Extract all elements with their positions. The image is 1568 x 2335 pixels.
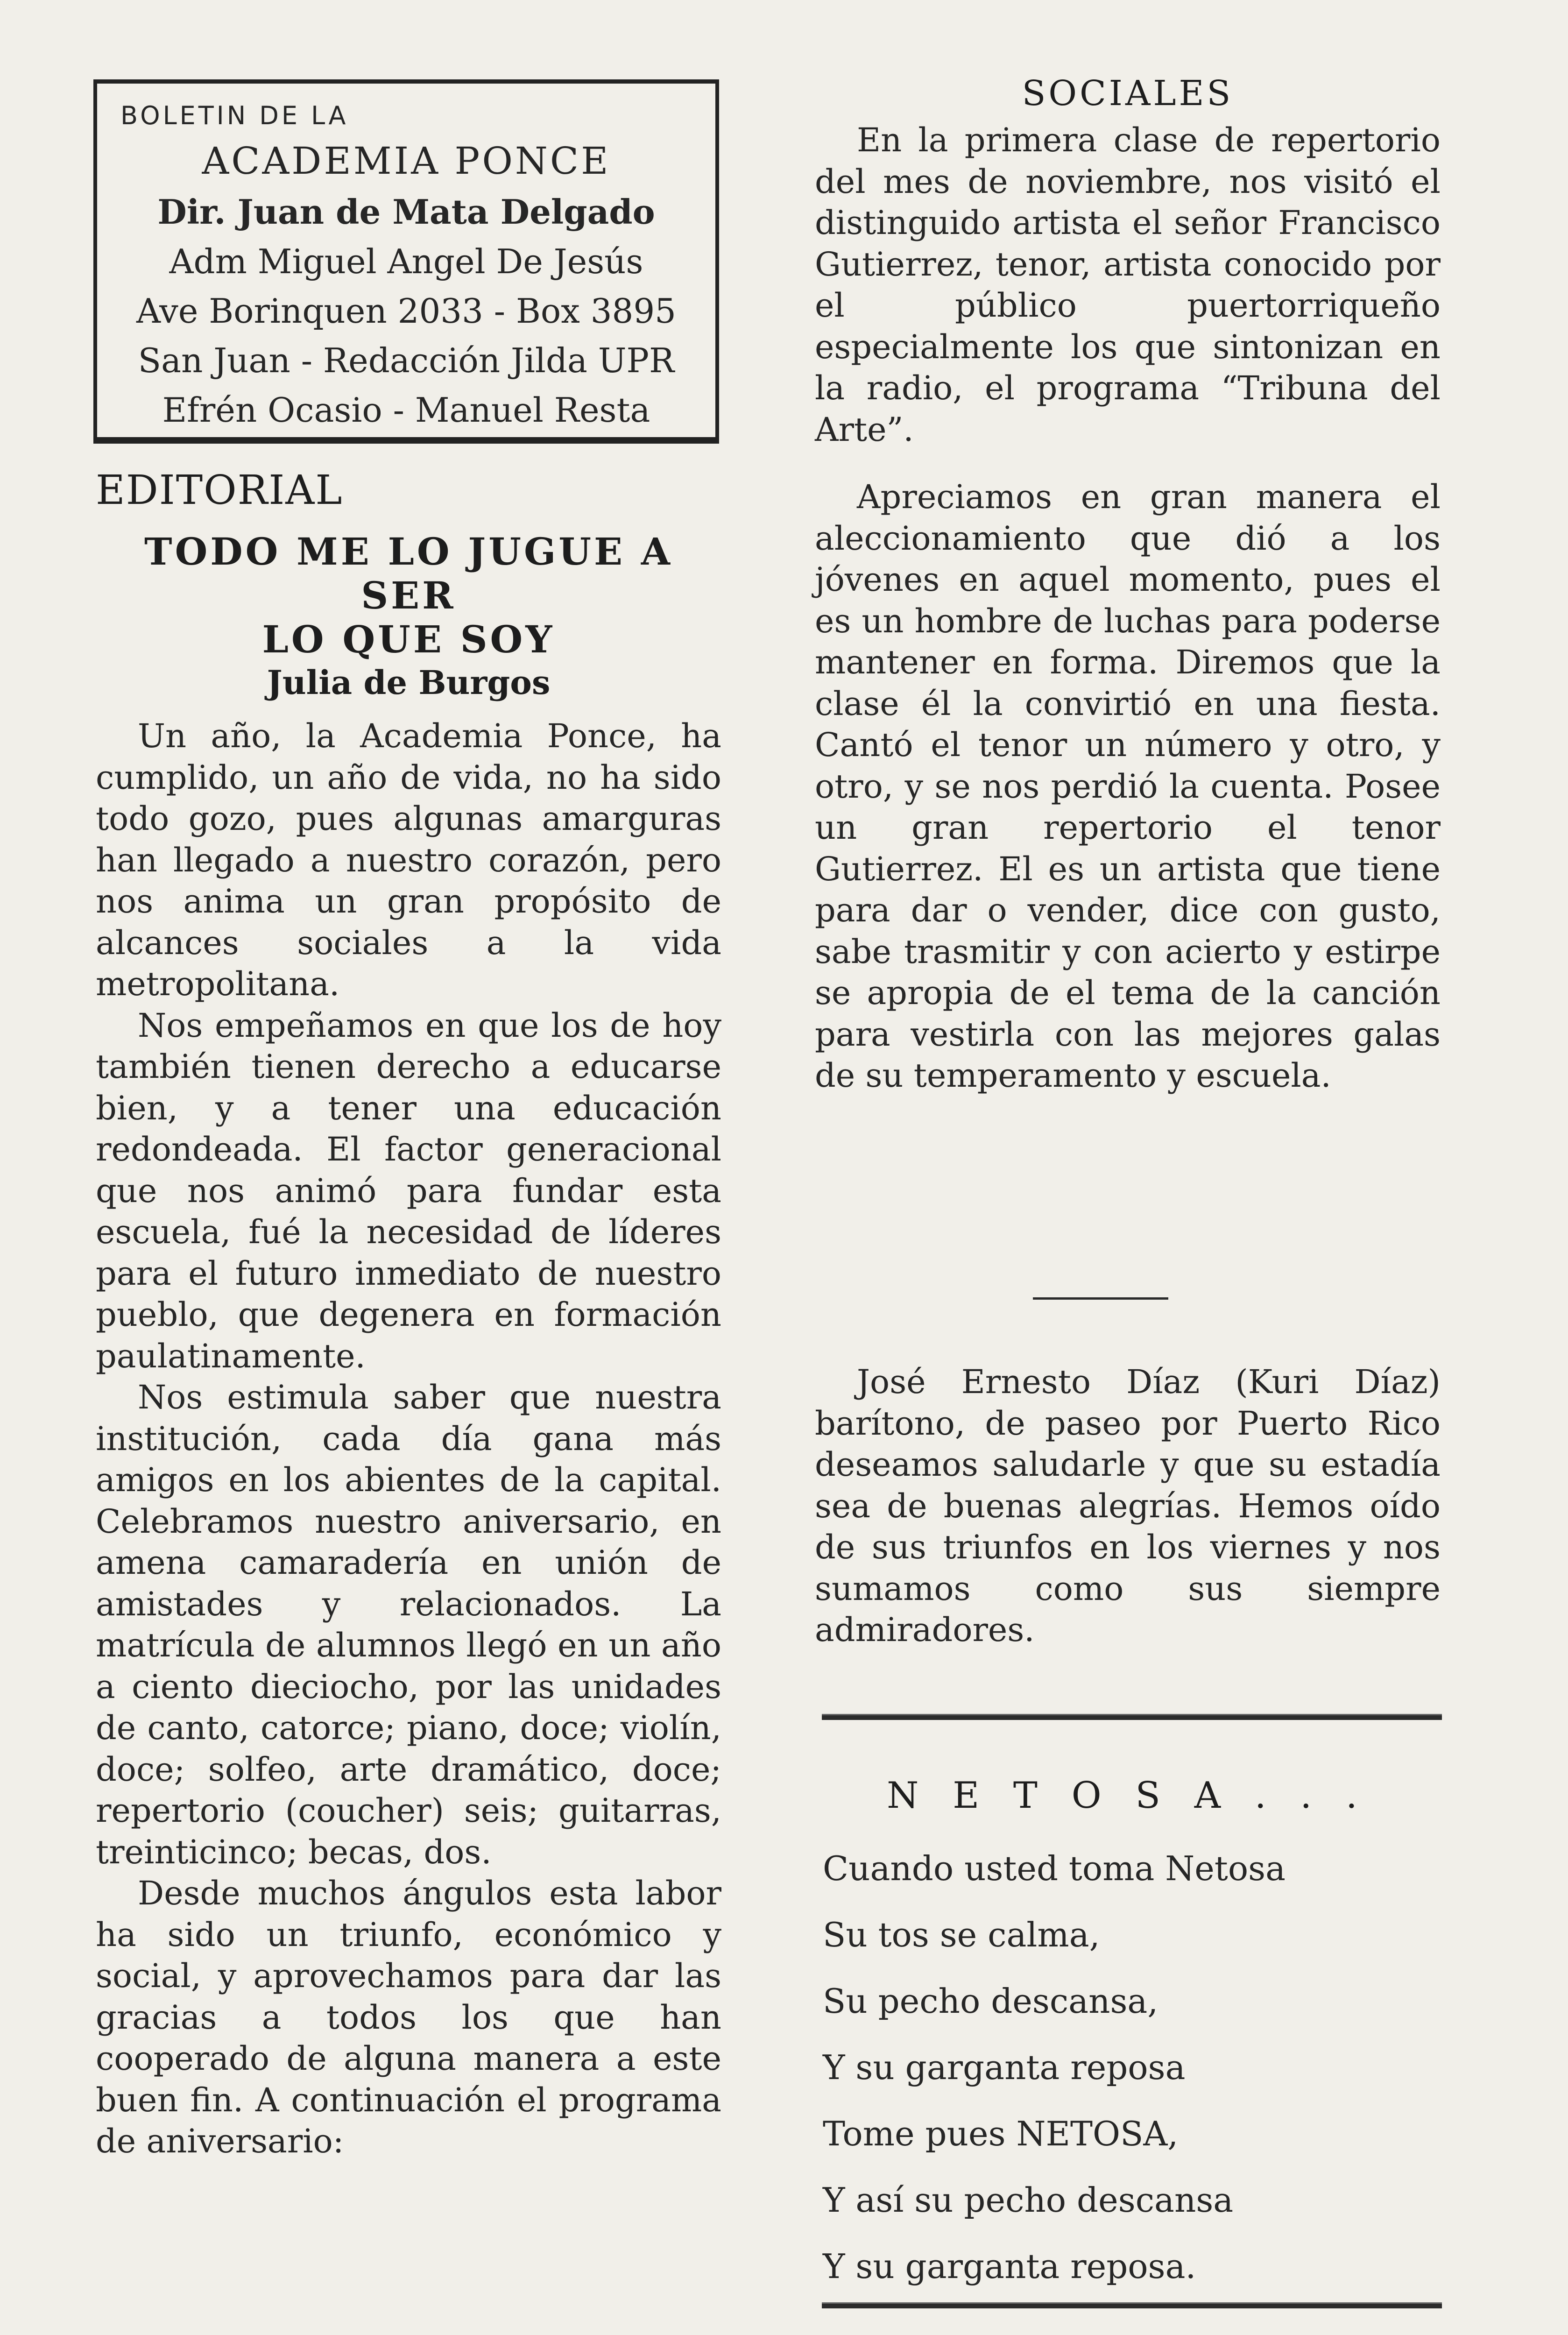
verse-line: Cuando usted toma Netosa bbox=[823, 1849, 1286, 1888]
verse-line: Tome pues NETOSA, bbox=[823, 2114, 1179, 2153]
sociales-paragraph: Apreciamos en gran manera el aleccionamiento que dió a los jóvenes en aquel momento, pues el es un hombre de luchas para poderse mantener en forma. Diremos que la clase él la convirtió en una fiesta. Cantó el tenor un número y otro, y otro, y se nos perdió la cuenta. Posee un gran repertorio el tenor Gutierrez. El es un artista que tiene para dar o vender, dice con gusto, sabe trasmitir y con acierto y estirpe se apropia de el tema de la canción para vestirla con las mejores galas de su temperamento y escuela. bbox=[815, 478, 1441, 1095]
masthead-administrator: Adm Miguel Angel De Jesús bbox=[169, 242, 643, 281]
masthead-academy-name: ACADEMIA PONCE bbox=[202, 139, 611, 183]
sociales-paragraph: En la primera clase de repertorio del mes de noviembre, nos visitó el distinguido artista el señor Francisco Gutierrez, tenor, artista conocido por el público puertorriqueño especialmente los que sintonizan en la radio, el programa “Tribuna del Arte”. bbox=[815, 121, 1441, 449]
masthead-staff-names: Efrén Ocasio - Manuel Resta bbox=[162, 390, 650, 430]
masthead-director: Dir. Juan de Mata Delgado bbox=[157, 192, 655, 232]
netosa-ad-title: N E T O S A . . . bbox=[887, 1775, 1369, 1817]
verse-line: Y su garganta reposa bbox=[823, 2048, 1186, 2087]
editorial-headline bbox=[96, 530, 721, 661]
editorial-author: Julia de Burgos bbox=[267, 663, 551, 702]
editorial-body bbox=[96, 715, 721, 2162]
masthead-boletin: BOLETIN DE LA bbox=[120, 101, 349, 130]
verse-line: Su pecho descansa, bbox=[823, 1981, 1158, 2021]
netosa-ad-verse bbox=[823, 1835, 1439, 2300]
editorial-label: EDITORIAL bbox=[96, 467, 343, 514]
kuri-diaz-paragraph: José Ernesto Díaz (Kuri Díaz) barítono, de paseo por Puerto Rico deseamos saludarle y que su estadía sea de buenas alegrías. Hemos oído de sus triunfos en los viernes y nos sumamos como sus siempre admiradores. bbox=[815, 1363, 1441, 1649]
sociales-title: SOCIALES bbox=[1022, 73, 1234, 113]
section-divider-short bbox=[1033, 1297, 1168, 1300]
headline-line-2: LO QUE SOY bbox=[262, 617, 555, 661]
editorial-column bbox=[96, 462, 721, 2162]
masthead-editorial-staff: San Juan - Redacción Jilda UPR bbox=[138, 341, 675, 380]
editorial-paragraph: Nos estimula saber que nuestra institución, cada día gana más amigos en los abientes de la capital. Celebramos nuestro aniversario, en amena camaradería en unión de amistades y relacionados. La matrícula de alumnos llegó en un año a ciento dieciocho, por las unidades de canto, catorce; piano, doce; violín, doce; solfeo, arte dramático, doce; repertorio (coucher) seis; guitarras, treinticinco; becas, dos. bbox=[96, 1378, 721, 1871]
section-divider bbox=[822, 1714, 1442, 1720]
sociales-column bbox=[815, 70, 1441, 1097]
editorial-paragraph: Un año, la Academia Ponce, ha cumplido, un año de vida, no ha sido todo gozo, pues algunas amarguras han llegado a nuestro corazón, pero nos anima un gran propósito de alcances sociales a la vida metropolitana. bbox=[96, 717, 721, 1003]
headline-line-1: TODO ME LO JUGUE A SER bbox=[144, 530, 673, 617]
verse-line: Y su garganta reposa. bbox=[823, 2247, 1196, 2286]
masthead-address: Ave Borinquen 2033 - Box 3895 bbox=[136, 291, 676, 331]
verse-line: Y así su pecho descansa bbox=[823, 2180, 1234, 2220]
editorial-paragraph: Nos empeñamos en que los de hoy también tienen derecho a educarse bien, y a tener una educación redondeada. El factor generacional que nos animó para fundar esta escuela, fué la necesidad de líderes para el futuro inmediato de nuestro pueblo, que degenera en formación paulatinamente. bbox=[96, 1006, 721, 1375]
kuri-diaz-note bbox=[815, 1361, 1441, 1651]
bottom-divider bbox=[822, 2302, 1442, 2308]
editorial-paragraph: Desde muchos ángulos esta labor ha sido un triunfo, económico y social, y aprovechamos para dar las gracias a todos los que han cooperado de alguna manera a este buen fin. A continuación el programa de aniversario: bbox=[96, 1874, 721, 2160]
sociales-body bbox=[815, 120, 1441, 1097]
verse-line: Su tos se calma, bbox=[823, 1915, 1100, 1954]
masthead-box bbox=[93, 79, 719, 444]
